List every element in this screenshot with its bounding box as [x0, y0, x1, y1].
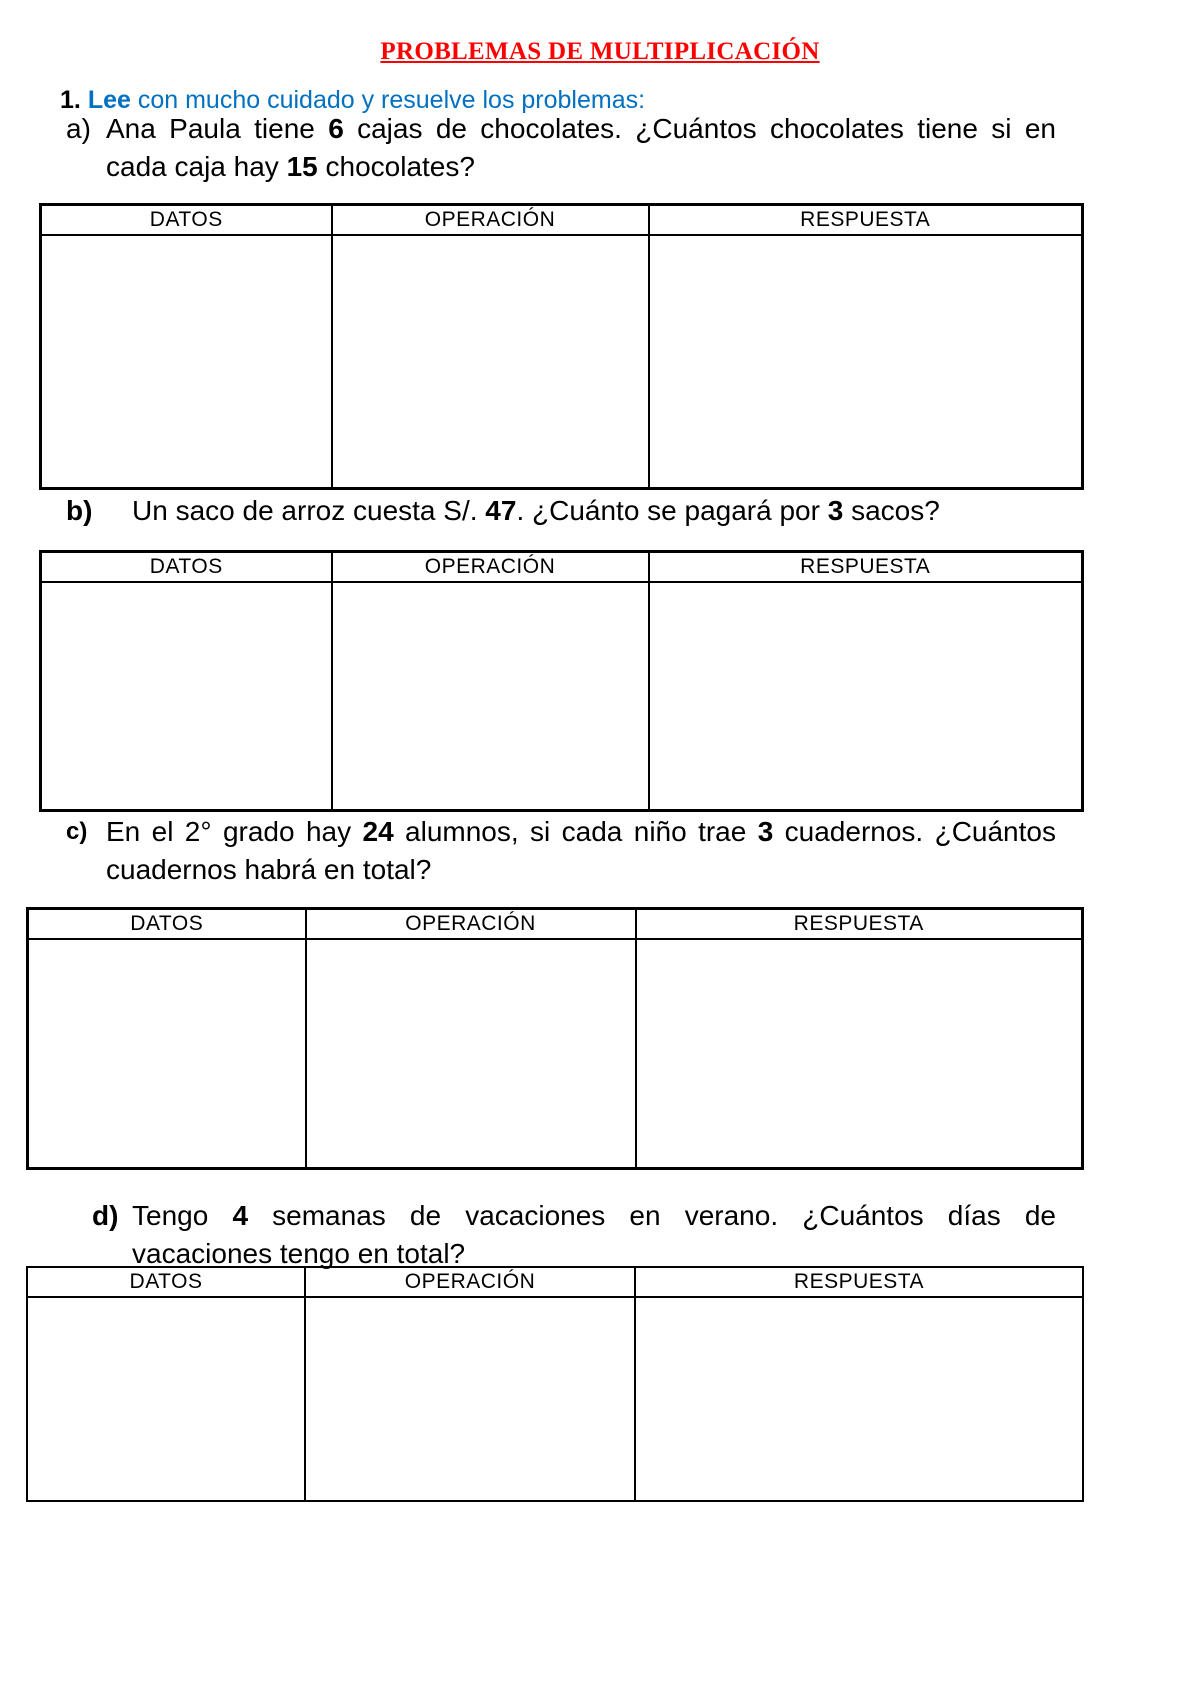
problem-d-text-2: semanas de vacaciones en verano. ¿Cuántos días de vacaciones tengo en total?: [132, 1200, 1056, 1269]
cell-respuesta[interactable]: [635, 1297, 1083, 1501]
cell-datos[interactable]: [41, 235, 332, 489]
cell-datos[interactable]: [28, 939, 306, 1169]
cell-operacion[interactable]: [332, 582, 649, 811]
problem-a-text-3: chocolates?: [317, 151, 475, 182]
header-datos: DATOS: [41, 205, 332, 236]
problem-b-text-1: Un saco de arroz cuesta S/.: [132, 495, 486, 526]
problem-b-number-1: 47: [485, 495, 517, 526]
problem-b-number-2: 3: [827, 495, 844, 526]
problem-d: [92, 1197, 1056, 1273]
header-operacion: OPERACIÓN: [332, 205, 649, 236]
problem-b-text-3: sacos?: [843, 495, 940, 526]
header-operacion: OPERACIÓN: [332, 552, 649, 583]
header-datos: DATOS: [28, 909, 306, 940]
header-respuesta: RESPUESTA: [636, 909, 1083, 940]
header-respuesta: RESPUESTA: [635, 1267, 1083, 1297]
problem-a-text-1: Ana Paula tiene: [106, 113, 329, 144]
problem-c-number-1: 24: [362, 816, 394, 847]
answer-table-b: [39, 550, 1084, 812]
problem-b-text-2: . ¿Cuánto se pagará por: [516, 495, 828, 526]
problem-c-number-2: 3: [757, 816, 774, 847]
header-operacion: OPERACIÓN: [306, 909, 636, 940]
instruction-lead: Lee: [87, 86, 131, 114]
cell-datos[interactable]: [27, 1297, 305, 1501]
cell-datos[interactable]: [41, 582, 332, 811]
problem-d-text: [92, 1197, 1056, 1273]
header-datos: DATOS: [27, 1267, 305, 1297]
header-respuesta: RESPUESTA: [649, 205, 1083, 236]
page-title: PROBLEMAS DE MULTIPLICACIÓN: [380, 38, 820, 65]
problem-d-number-1: 4: [232, 1200, 249, 1231]
problem-c-text-3: cuadernos. ¿Cuántos cuadernos habrá en total?: [106, 816, 1056, 885]
cell-respuesta[interactable]: [649, 582, 1083, 811]
answer-table-d: [26, 1266, 1084, 1502]
cell-operacion[interactable]: [305, 1297, 635, 1501]
cell-respuesta[interactable]: [649, 235, 1083, 489]
problem-d-label: d): [92, 1200, 119, 1231]
problem-a-label: a): [66, 113, 91, 144]
problem-b-text: [66, 492, 1056, 530]
problem-a-text: [66, 110, 1056, 186]
problem-b: [66, 492, 1056, 530]
cell-operacion[interactable]: [332, 235, 649, 489]
answer-table-c: [26, 907, 1084, 1170]
instruction-number: 1.: [60, 86, 81, 114]
header-respuesta: RESPUESTA: [649, 552, 1083, 583]
problem-b-label: b): [66, 495, 93, 526]
instruction-text: con mucho cuidado y resuelve los problemas:: [130, 86, 646, 114]
answer-table-a: [39, 203, 1084, 490]
problem-a-text-2: cajas de chocolates. ¿Cuántos chocolates tiene si en cada caja hay: [106, 113, 1056, 182]
header-operacion: OPERACIÓN: [305, 1267, 635, 1297]
header-datos: DATOS: [41, 552, 332, 583]
problem-c-text-1: En el 2° grado hay: [106, 816, 363, 847]
problem-c-text-2: alumnos, si cada niño trae: [393, 816, 758, 847]
problem-a-number-2: 15: [286, 151, 318, 182]
problem-c: [66, 813, 1056, 889]
problem-c-label: c): [66, 818, 88, 845]
problem-c-text: [66, 813, 1056, 889]
cell-respuesta[interactable]: [636, 939, 1083, 1169]
cell-operacion[interactable]: [306, 939, 636, 1169]
problem-a-number-1: 6: [328, 113, 344, 144]
problem-d-text-1: Tengo: [132, 1200, 233, 1231]
problem-a: [66, 110, 1056, 186]
